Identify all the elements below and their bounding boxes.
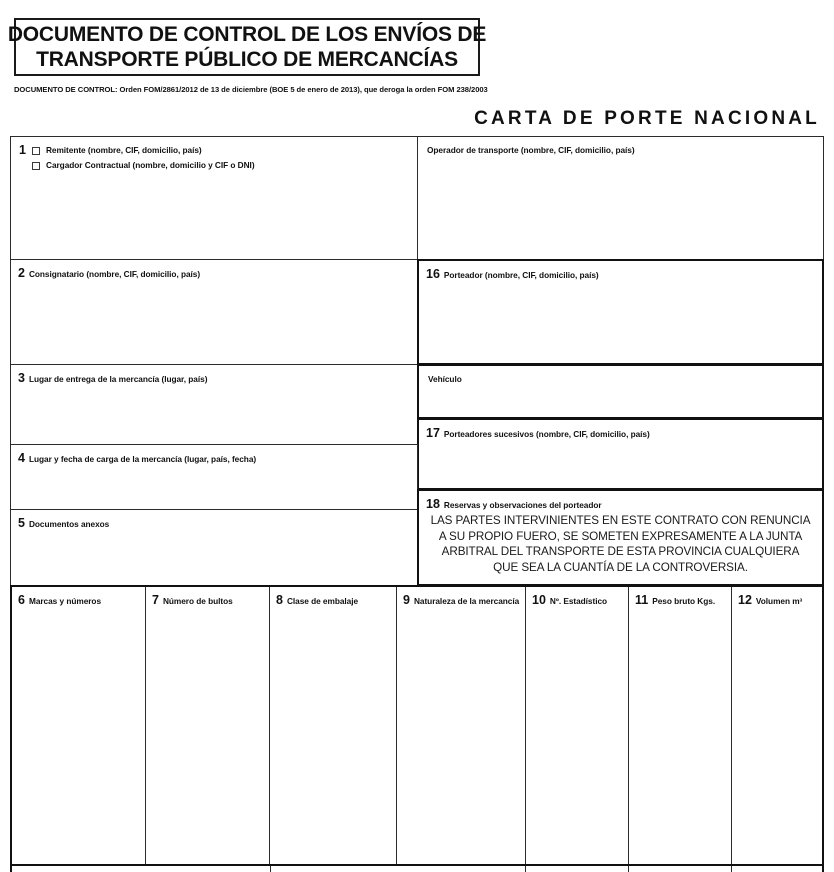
remitente-checkbox[interactable]	[32, 147, 40, 155]
goods-column-marcas-numeros[interactable]	[12, 587, 145, 866]
document-title-line-1: DOCUMENTO DE CONTROL DE LOS ENVÍOS DE	[7, 23, 487, 46]
box-number-17: 17	[426, 426, 440, 440]
goods-column-volumen[interactable]	[731, 587, 822, 866]
field-box-lugar-fecha-carga[interactable]	[10, 444, 418, 510]
operador-transporte-label: Operador de transporte (nombre, CIF, domicilio, país)	[427, 145, 635, 155]
legal-reference-note: DOCUMENTO DE CONTROL: Orden FOM/2861/2012 de 13 de diciembre (BOE 5 de enero de 2013), que deroga la orden FOM 238/2003	[14, 85, 488, 94]
field-box-remitente[interactable]	[10, 136, 418, 260]
operador-transporte-header	[427, 146, 635, 154]
arbitration-clause-line-4: QUE SEA LA CUANTÍA DE LA CONTROVERSIA.	[493, 560, 748, 574]
field-box-vehiculo[interactable]	[417, 364, 824, 419]
totals-row[interactable]	[10, 866, 824, 872]
goods-column-header	[152, 594, 233, 607]
reservas-observaciones-header	[426, 498, 602, 511]
goods-column-header	[18, 594, 101, 607]
totals-row-divider	[525, 866, 526, 872]
arbitration-clause-line-1: LAS PARTES INTERVINIENTES EN ESTE CONTRATO CON RENUNCIA	[430, 514, 811, 527]
box-number-2: 2	[18, 266, 25, 280]
vehiculo-label: Vehículo	[428, 374, 462, 384]
column-number-6: 6	[18, 593, 25, 607]
goods-column-header	[635, 594, 715, 607]
documentos-anexos-header	[18, 517, 109, 530]
totals-row-divider	[628, 866, 629, 872]
goods-column-header	[276, 594, 358, 607]
column-number-8: 8	[276, 593, 283, 607]
field-box-consignatario[interactable]	[10, 259, 418, 365]
arbitration-clause-line-3: ARBITRAL DEL TRANSPORTE DE ESTA PROVINCIA CUALQUIERA	[441, 545, 800, 558]
cargador-contractual-option-row[interactable]	[19, 158, 413, 173]
field-box-porteadores-sucesivos[interactable]	[417, 418, 824, 490]
porteador-label: Porteador (nombre, CIF, domicilio, país)	[443, 270, 599, 280]
lugar-entrega-header	[18, 372, 207, 385]
column-number-9: 9	[403, 593, 410, 607]
cargador-contractual-checkbox[interactable]	[32, 162, 40, 170]
box-number-5: 5	[18, 516, 25, 530]
goods-column-header	[738, 594, 802, 607]
column-label-numero-estadistico: Nº. Estadístico	[549, 596, 608, 606]
column-label-numero-bultos: Número de bultos	[162, 596, 233, 606]
goods-column-numero-bultos[interactable]	[145, 587, 269, 866]
field-box-lugar-entrega[interactable]	[10, 364, 418, 445]
goods-column-peso-bruto[interactable]	[628, 587, 731, 866]
goods-column-numero-estadistico[interactable]	[525, 587, 628, 866]
column-label-volumen: Volumen m³	[755, 596, 803, 606]
consignatario-header	[18, 267, 200, 280]
lugar-entrega-label: Lugar de entrega de la mercancía (lugar, país)	[28, 374, 208, 384]
reservas-observaciones-label: Reservas y observaciones del porteador	[443, 500, 602, 510]
lugar-fecha-carga-label: Lugar y fecha de carga de la mercancía (lugar, país, fecha)	[28, 454, 257, 464]
box-number-3: 3	[18, 371, 25, 385]
remitente-options	[19, 143, 413, 173]
cargador-contractual-label: Cargador Contractual (nombre, domicilio y CIF o DNI)	[46, 160, 255, 171]
documentos-anexos-label: Documentos anexos	[28, 519, 110, 529]
box-number-16: 16	[426, 267, 440, 281]
column-label-naturaleza-mercancia: Naturaleza de la mercancía	[413, 596, 520, 606]
goods-column-clase-embalaje[interactable]	[269, 587, 396, 866]
arbitration-clause-line-2: A SU PROPIO FUERO, SE SOMETEN EXPRESAMENTE A LA JUNTA	[438, 529, 803, 543]
field-box-porteador[interactable]	[417, 259, 824, 365]
lugar-fecha-carga-header	[18, 452, 256, 465]
column-number-12: 12	[738, 593, 752, 607]
porteadores-sucesivos-header	[426, 427, 650, 440]
box-number-1: 1	[19, 143, 26, 158]
vehiculo-header	[428, 375, 462, 383]
column-number-11: 11	[635, 593, 649, 607]
remitente-option-row[interactable]	[19, 143, 413, 158]
document-title-line-2: TRANSPORTE PÚBLICO DE MERCANCÍAS	[36, 48, 458, 71]
box-number-18: 18	[426, 497, 440, 511]
column-label-marcas-numeros: Marcas y números	[28, 596, 102, 606]
totals-row-divider	[270, 866, 271, 872]
column-label-peso-bruto: Peso bruto Kgs.	[652, 596, 716, 606]
goods-column-naturaleza-mercancia[interactable]	[396, 587, 525, 866]
column-label-clase-embalaje: Clase de embalaje	[286, 596, 359, 606]
goods-column-header	[403, 594, 519, 607]
consignatario-label: Consignatario (nombre, CIF, domicilio, país)	[28, 269, 201, 279]
field-box-operador-transporte[interactable]	[417, 136, 824, 260]
column-number-7: 7	[152, 593, 159, 607]
column-number-10: 10	[532, 593, 546, 607]
porteadores-sucesivos-label: Porteadores sucesivos (nombre, CIF, domicilio, país)	[443, 429, 650, 439]
arbitration-clause	[427, 513, 814, 575]
porteador-header	[426, 268, 599, 281]
box-number-4: 4	[18, 451, 25, 465]
document-type-heading: CARTA DE PORTE NACIONAL	[474, 108, 820, 129]
field-box-reservas-observaciones[interactable]	[417, 489, 824, 586]
remitente-label: Remitente (nombre, CIF, domicilio, país)	[45, 145, 202, 156]
document-title-box	[7, 18, 487, 76]
goods-table	[10, 585, 824, 866]
goods-column-header	[532, 594, 607, 607]
field-box-documentos-anexos[interactable]	[10, 509, 418, 586]
totals-row-divider	[731, 866, 732, 872]
